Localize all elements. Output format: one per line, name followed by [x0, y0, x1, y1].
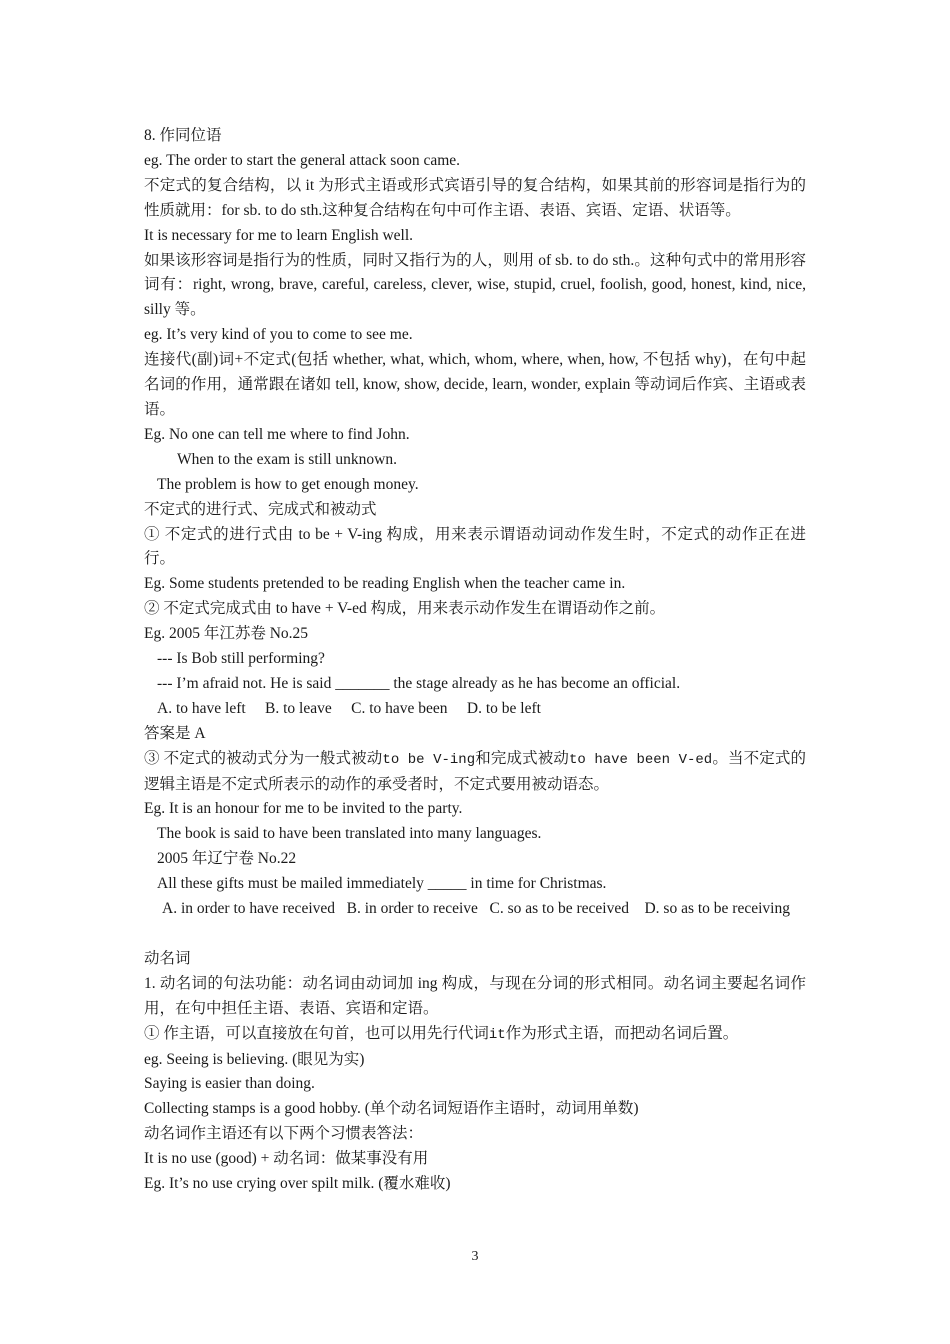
example-book: The book is said to have been translated into many languages.	[157, 825, 542, 843]
answer-options: A. to have left B. to leave C. to have been D. to be left	[157, 699, 541, 717]
subject-rule-text-a: ① 作主语，可以直接放在句首，也可以用先行代词	[144, 1024, 489, 1042]
gifts-options: A. in order to have received B. in order to receive C. so as to be received D. so as to be receiving	[162, 900, 790, 918]
answer-key: 答案是 A	[144, 724, 206, 742]
dialogue-answer: --- I’m afraid not. He is said _______ the stage already as he has become an official.	[157, 674, 681, 692]
passive-form-rule	[144, 747, 806, 798]
progressive-form-rule: ① 不定式的进行式由 to be + V-ing 构成，用来表示谓语动词动作发生时，不定式的动作正在进行。	[144, 525, 806, 568]
example-collecting: Collecting stamps is a good hobby. (单个动名词短语作主语时，动词用单数)	[144, 1100, 639, 1118]
perfect-form-rule: ② 不定式完成式由 to have + V-ed 构成，用来表示动作发生在谓语动作之前。	[144, 600, 666, 618]
subject-code-it: it	[488, 1026, 506, 1043]
passive-code-simple: to be V-ing	[382, 751, 476, 768]
page-number: 3	[471, 1249, 479, 1264]
conjunctive-infinitive-rule: 连接代(副)词+不定式(包括 whether, what, which, whom, where, when, how, 不包括 why)，在句中起名词的作用，通常跟在诸如 tell, know, show, decide, learn, wonder, explain 等动词后作宾、主语或表语。	[144, 351, 806, 418]
example-spilt-milk: Eg. It’s no use crying over spilt milk. (覆水难收)	[144, 1175, 451, 1193]
example-john: Eg. No one can tell me where to find John.	[144, 425, 410, 443]
exam-reference-jiangsu: Eg. 2005 年江苏卷 No.25	[144, 625, 309, 643]
gerund-subject-rule	[144, 1022, 806, 1048]
example-seeing: eg. Seeing is believing. (眼见为实)	[144, 1050, 365, 1068]
passive-rule-text-a: ③ 不定式的被动式分为一般式被动	[144, 749, 383, 767]
passive-rule-text-b: 和完成式被动	[475, 749, 569, 767]
example-gifts: All these gifts must be mailed immediately _____ in time for Christmas.	[157, 875, 607, 893]
gerund-function-rule: 1. 动名词的句法功能：动名词由动词加 ing 构成，与现在分词的形式相同。动名词主要起名词作用，在句中担任主语、表语、宾语和定语。	[144, 974, 806, 1017]
dialogue-question: --- Is Bob still performing?	[157, 650, 325, 668]
example-appositive: eg. The order to start the general attack soon came.	[144, 151, 461, 169]
blank-line	[144, 922, 806, 947]
passive-rule-text-c: 。当不定式的逻辑主语是不定式所表示的动作的承受者时，不定式要用被动语态。	[144, 749, 806, 793]
example-necessary: It is necessary for me to learn English well.	[144, 226, 414, 244]
infinitive-forms-heading: 不定式的进行式、完成式和被动式	[144, 500, 377, 518]
example-saying: Saying is easier than doing.	[144, 1075, 315, 1093]
subject-rule-text-b: 作为形式主语，而把动名词后置。	[505, 1024, 739, 1042]
example-problem: The problem is how to get enough money.	[157, 475, 419, 493]
of-structure-rule: 如果该形容词是指行为的性质，同时又指行为的人，则用 of sb. to do sth.。这种句式中的常用形容词有：right, wrong, brave, careful, careless, clever, wise, stupid, cruel, foolish, good, honest, kind, nice, silly 等。	[144, 251, 810, 319]
example-honour: Eg. It is an honour for me to be invited to the party.	[144, 800, 463, 818]
exam-reference-liaoning: 2005 年辽宁卷 No.22	[157, 850, 297, 868]
section-heading-gerund: 动名词	[144, 949, 191, 967]
section-heading-appositive: 8. 作同位语	[144, 127, 222, 144]
passive-code-perfect: to have been V-ed	[569, 751, 713, 768]
page-body	[144, 124, 810, 1197]
example-no-use: It is no use (good) + 动名词：做某事没有用	[144, 1150, 429, 1168]
complex-structure-rule: 不定式的复合结构，以 it 为形式主语或形式宾语引导的复合结构，如果其前的形容词是指行为的性质就用：for sb. to do sth.这种复合结构在句中可作主语、表语、宾语、定语、状语等。	[144, 176, 806, 219]
example-students: Eg. Some students pretended to be reading English when the teacher came in.	[144, 575, 626, 593]
example-kind: eg. It’s very kind of you to come to see me.	[144, 326, 413, 344]
habit-expression-rule: 动名词作主语还有以下两个习惯表答法：	[144, 1125, 424, 1143]
example-when: When to the exam is still unknown.	[177, 450, 397, 468]
